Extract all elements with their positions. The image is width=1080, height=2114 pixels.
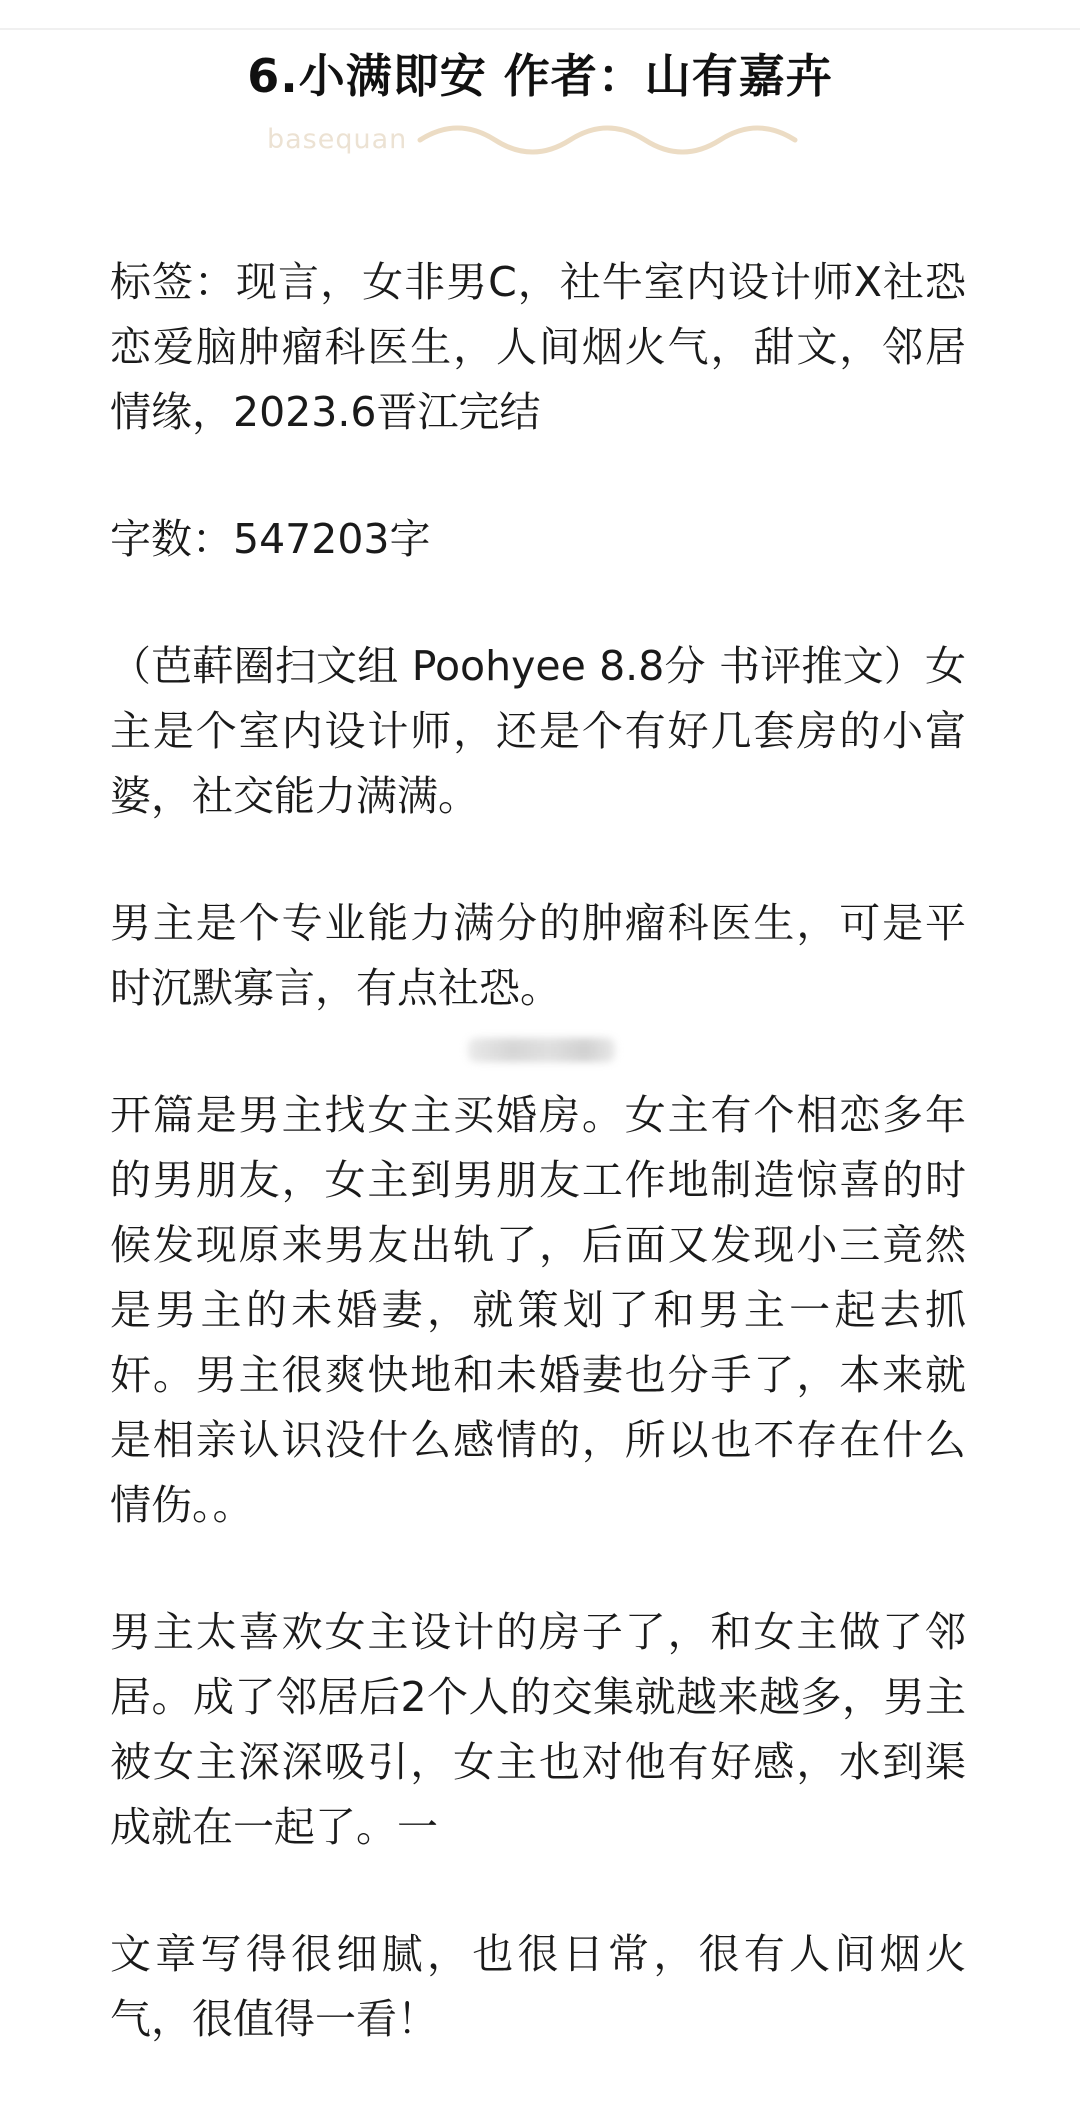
watermark-wave-icon: [410, 120, 810, 160]
text-line: （芭蓒圈扫文组 Poohyee 8.8分 书评推文）女: [110, 642, 966, 690]
text-line: 气，很值得一看！: [110, 1995, 438, 2043]
text-line: 恋爱脑肿瘤科医生，人间烟火气，甜文，邻居: [110, 323, 966, 371]
text-line: 婆，社交能力满满。: [110, 772, 479, 820]
paragraph-opening: [110, 1083, 966, 1538]
paragraph-neighbors: [110, 1600, 966, 1860]
text-line: 男主是个专业能力满分的肿瘤科医生，可是平: [110, 899, 966, 947]
top-divider: [0, 28, 1080, 30]
text-line: 主是个室内设计师，还是个有好几套房的小富: [110, 707, 966, 755]
text-line: 男主太喜欢女主设计的房子了，和女主做了邻: [110, 1608, 966, 1656]
text-line: 奸。男主很爽快地和未婚妻也分手了，本来就: [110, 1351, 966, 1399]
text-line: 是相亲认识没什么感情的，所以也不存在什么: [110, 1416, 966, 1464]
text-line: 是男主的未婚妻，就策划了和男主一起去抓: [110, 1286, 966, 1334]
text-line: 居。成了邻居后2个人的交集就越来越多，男主: [110, 1673, 966, 1721]
text-line: 候发现原来男友出轨了，后面又发现小三竟然: [110, 1221, 966, 1269]
watermark-text: basequan: [267, 124, 408, 155]
page-title: 6.小满即安 作者：山有嘉卉: [247, 49, 833, 103]
paragraph-tags: [110, 250, 966, 445]
text-line: 文章写得很细腻，也很日常，很有人间烟火: [110, 1930, 966, 1978]
article-body: [110, 250, 966, 2114]
text-line: 情伤。。: [110, 1481, 254, 1529]
paragraph-hero: [110, 891, 966, 1021]
text-line: 字数：547203字: [110, 515, 431, 563]
text-line: 情缘，2023.6晋江完结: [110, 388, 541, 436]
text-line: 开篇是男主找女主买婚房。女主有个相恋多年: [110, 1091, 966, 1139]
text-line: 时沉默寡言，有点社恐。: [110, 964, 561, 1012]
text-line: 标签：现言，女非男C，社牛室内设计师X社恐: [110, 258, 966, 306]
text-line: 被女主深深吸引，女主也对他有好感，水到渠: [110, 1738, 966, 1786]
paragraph-heroine: [110, 634, 966, 829]
text-line: 的男朋友，女主到男朋友工作地制造惊喜的时: [110, 1156, 966, 1204]
paragraph-word-count: [110, 507, 966, 572]
text-line: 成就在一起了。一: [110, 1803, 438, 1851]
paragraph-review: [110, 1922, 966, 2052]
